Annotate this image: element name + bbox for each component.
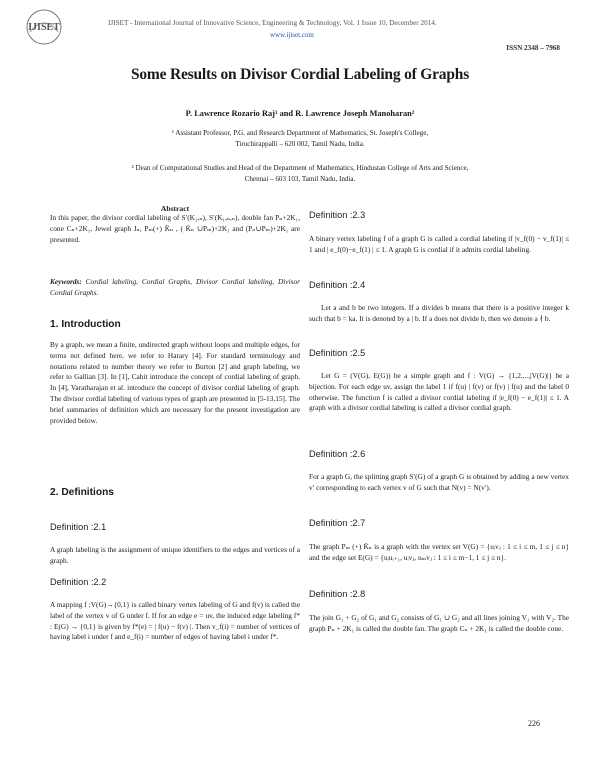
definition-2-2-text: A mapping f :V(G)→{0,1} is called binary vertex labeling of G and f(v) is called the label of the vertex v of G under f. If for an edge e = uv, the induced edge labeling f* : E(G) → {0,1} is given by f*(e) = | f(u) − f(v) |. Then v_f(i) = number of vertices of having label i under f and e_f(i) = number of edges of having label i under f*. [50,600,300,642]
affiliation-1-line-1: ¹ Assistant Professor, P.G. and Research Department of Mathematics, St. Joseph's College, [171,129,429,137]
section-introduction-heading: 1. Introduction [50,319,121,330]
definition-2-2-heading: Definition :2.2 [50,577,107,587]
journal-header: IJISET - International Journal of Innovative Science, Engineering & Technology, Vol. 1 Issue 10, December 2014. [108,19,437,27]
definition-2-6-heading: Definition :2.6 [309,449,366,459]
definition-2-6-text: For a graph G, the splitting graph S′(G) of a graph G is obtained by adding a new vertex v′ corresponding to each vertex v of G such that N(v) = N(v′). [309,472,569,492]
definition-2-3-heading: Definition :2.3 [309,210,366,220]
definition-2-5-text: Let G = (V(G), E(G)) be a simple graph and f : V(G) → {1,2,...,|V(G)|} be a bijection. For each edge uv, assign the label 1 if f(u) | f(v) or f(v) | f(u) and the label 0 otherwise. The function f is called a divisor cordial labeling if |e_f(0) − e_f(1)| ≤ 1. A graph with a divisor cordial labeling is called a divisor cordial graph. [309,371,569,413]
authors: P. Lawrence Rozario Raj¹ and R. Lawrence Joseph Manoharan² [185,109,415,118]
definition-2-8-heading: Definition :2.8 [309,589,366,599]
definition-2-1-heading: Definition :2.1 [50,522,107,532]
page-number: 226 [528,719,540,728]
affiliation-1-line-2: Tiruchirappalli – 620 002, Tamil Nadu, India. [235,139,365,148]
definition-2-4-text: Let a and b be two integers. If a divides b means that there is a positive integer k such that b = ka. It is denoted by a | b. If a does not divide b, then we denote a ∤ b. [309,303,569,323]
journal-url-link[interactable]: www.ijiset.com [270,31,314,39]
section-definitions-heading: 2. Definitions [50,487,114,498]
keywords [50,277,300,299]
journal-logo [22,8,66,46]
introduction-text: By a graph, we mean a finite, undirected graph without loops and multiple edges, for terms not defined here, we refer to Harary [4]. For standard terminology and notations related to number theory we refer to Burton [2] and graph labeling, we refer to Gallian [3]. In [1], Cahit introduce the concept of cordial labeling of graph. In [4], Varatharajan et al. introduce the concept of divisor cordial labeling of graph. The divisor cordial labeling of various types of graph are presented in [5-13,15]. The brief summaries of definition which are necessary for the present investigation are provided below. [50,340,300,425]
affiliation-1 [110,128,490,149]
definition-2-7-text: The graph Pₘ (+) K̄ₙ is a graph with the vertex set V(G) = {uᵢvⱼ : 1 ≤ i ≤ m, 1 ≤ j ≤ n} and the edge set E(G) = {uᵢuᵢ₊₁, uᵢvⱼ, uₘvⱼ : 1 ≤ i ≤ m−1, 1 ≤ j ≤ n}. [309,542,569,562]
paper-title: Some Results on Divisor Cordial Labeling of Graphs [130,66,470,83]
abstract-text: In this paper, the divisor cordial labeling of S′(K₂,ₙ), S′(K₁,ₙ,ₙ), double fan Pₙ+2K₁, cone Cₙ+2K₁, Jewel graph Jₙ, Pₘ(+) K̄ₙ , ( K̄ₙ ∪Pₘ)+2K₁ and (Pₙ∪Pₘ)+2K₁ are presented. [50,213,300,244]
logo-text: IJISET [28,22,60,33]
keywords-text: Cordial labeling, Cordial Graphs, Divisor Cordial labeling, Divisor Cordial Graphs. [50,277,300,297]
affiliation-2-line-1: ² Dean of Computational Studies and Head of the Department of Mathematics, Hindustan College of Arts and Science, [131,164,469,172]
definition-2-5-heading: Definition :2.5 [309,348,366,358]
definition-2-4-heading: Definition :2.4 [309,280,366,290]
definition-2-3-text: A binary vertex labeling f of a graph G is called a cordial labeling if |v_f(0) − v_f(1)| ≤ 1 and | e_f(0)−e_f(1) | ≤ 1. A graph G is cordial if it admits cordial labeling. [309,234,569,254]
definition-2-7-heading: Definition :2.7 [309,518,366,528]
keywords-label: Keywords: [50,277,82,286]
abstract-heading: Abstract [160,204,190,213]
definition-2-1-text: A graph labeling is the assignment of unique identifiers to the edges and vertices of a graph. [50,545,300,565]
issn: ISSN 2348 – 7968 [506,44,560,52]
affiliation-2-line-2: Chennai – 603 103, Tamil Nadu, India. [244,174,356,183]
definition-2-8-text: The join G₁ + G₂ of G₁ and G₂ consists of G₁ ∪ G₂ and all lines joining V₁ with V₂. The graph Pₙ + 2K₁ is called the double fan. The graph Cₙ + 2K₁ is called the double cone. [309,613,569,633]
affiliation-2 [110,163,490,184]
